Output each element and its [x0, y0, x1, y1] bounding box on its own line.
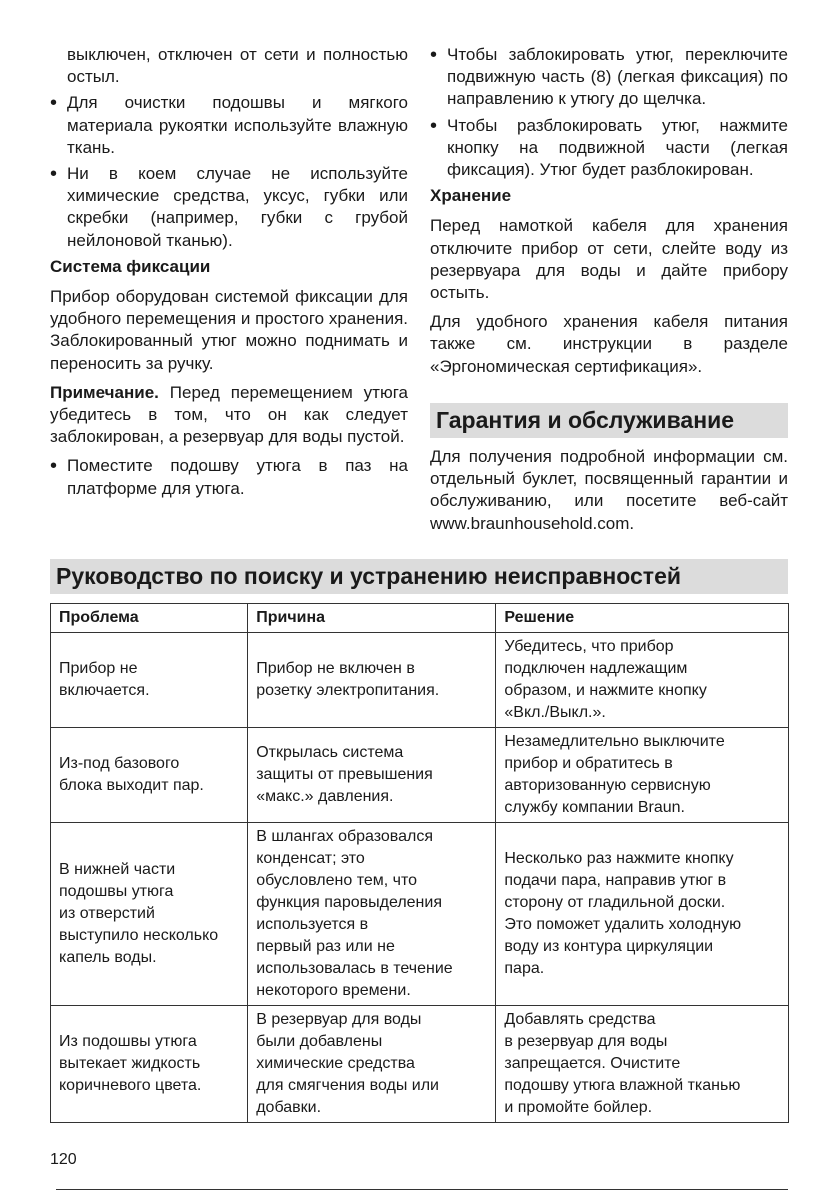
list-item: • Поместите подошву утюга в паз на платформе для утюга.	[50, 455, 408, 499]
solution-cell: Несколько раз нажмите кнопку подачи пара, направив утюг в сторону от гладильной доски. Это поможет удалить холодную воду из контура циркуляции пара.	[496, 823, 789, 1006]
note-label: Примечание.	[50, 382, 159, 402]
list-item: • Чтобы заблокировать утюг, переключите подвижную часть (8) (легкая фиксация) по направлению к утюгу до щелчка.	[430, 44, 788, 111]
solution-cell: Добавлять средства в резервуар для воды запрещается. Очистите подошву утюга влажной тканью и промойте бойлер.	[496, 1006, 789, 1123]
problem-cell: В нижней части подошвы утюга из отверстий выступило несколько капель воды.	[51, 823, 248, 1006]
column-header-cause: Причина	[248, 604, 496, 633]
list-item: • Ни в коем случае не используйте химические средства, уксус, губки или скребки (например, губки с грубой нейлоновой тканью).	[50, 163, 408, 252]
continued-text: выключен, отключен от сети и полностью остыл.	[67, 45, 408, 87]
list-item: • Чтобы разблокировать утюг, нажмите кнопку на подвижной части (легкая фиксация). Утюг будет разблокирован.	[430, 115, 788, 182]
list-item: • Для очистки подошвы и мягкого материала рукоятки используйте влажную ткань.	[50, 92, 408, 159]
table-row	[51, 823, 789, 1006]
warranty-heading: Гарантия и обслуживание	[430, 403, 788, 438]
storage-text-1: Перед намоткой кабеля для хранения отключите прибор от сети, слейте воду из резервуара для воды и дайте прибору остыть.	[430, 216, 788, 303]
lock-system-heading: Система фиксации	[50, 256, 211, 276]
problem-cell: Прибор не включается.	[51, 633, 248, 728]
solution-cell: Незамедлительно выключите прибор и обратитесь в авторизованную сервисную службу компании Braun.	[496, 728, 789, 823]
cause-cell: В шлангах образовался конденсат; это обусловлено тем, что функция паровыделения используется в первый раз или не использовалась в течение некоторого времени.	[248, 823, 496, 1006]
troubleshooting-table	[50, 603, 789, 1123]
left-column	[50, 44, 408, 504]
storage-heading: Хранение	[430, 186, 512, 206]
problem-cell: Из-под базового блока выходит пар.	[51, 728, 248, 823]
column-header-problem: Проблема	[51, 604, 248, 633]
storage-text-2: Для удобного хранения кабеля питания также см. инструкции в разделе «Эргономическая сертификация».	[430, 312, 788, 376]
column-header-solution: Решение	[496, 604, 789, 633]
solution-cell: Убедитесь, что прибор подключен надлежащим образом, и нажмите кнопку «Вкл./Выкл.».	[496, 633, 789, 728]
cause-cell: В резервуар для воды были добавлены химические средства для смягчения воды или добавки.	[248, 1006, 496, 1123]
note-paragraph	[50, 382, 408, 449]
warranty-text: Для получения подробной информации см. отдельный буклет, посвященный гарантии и обслуживанию, или посетите веб-сайт www.braunhousehold.com.	[430, 447, 788, 533]
cause-cell: Прибор не включен в розетку электропитания.	[248, 633, 496, 728]
page-number: 120	[50, 1151, 77, 1168]
table-header-row	[51, 604, 789, 633]
problem-cell: Из подошвы утюга вытекает жидкость коричневого цвета.	[51, 1006, 248, 1123]
note-text: Перед перемещением утюга убедитесь в том, что он как следует заблокирован, а резервуар для воды пустой.	[50, 382, 408, 447]
troubleshooting-heading: Руководство по поиску и устранению неисправностей	[50, 559, 788, 594]
right-column	[430, 44, 788, 385]
lock-system-text: Прибор оборудован системой фиксации для удобного перемещения и простого хранения. Заблокированный утюг можно поднимать и переносить за ручку.	[50, 287, 408, 373]
table-row	[51, 1006, 789, 1123]
cause-cell: Открылась система защиты от превышения «макс.» давления.	[248, 728, 496, 823]
table-row	[51, 633, 789, 728]
footer-divider	[56, 1189, 788, 1190]
table-row	[51, 728, 789, 823]
